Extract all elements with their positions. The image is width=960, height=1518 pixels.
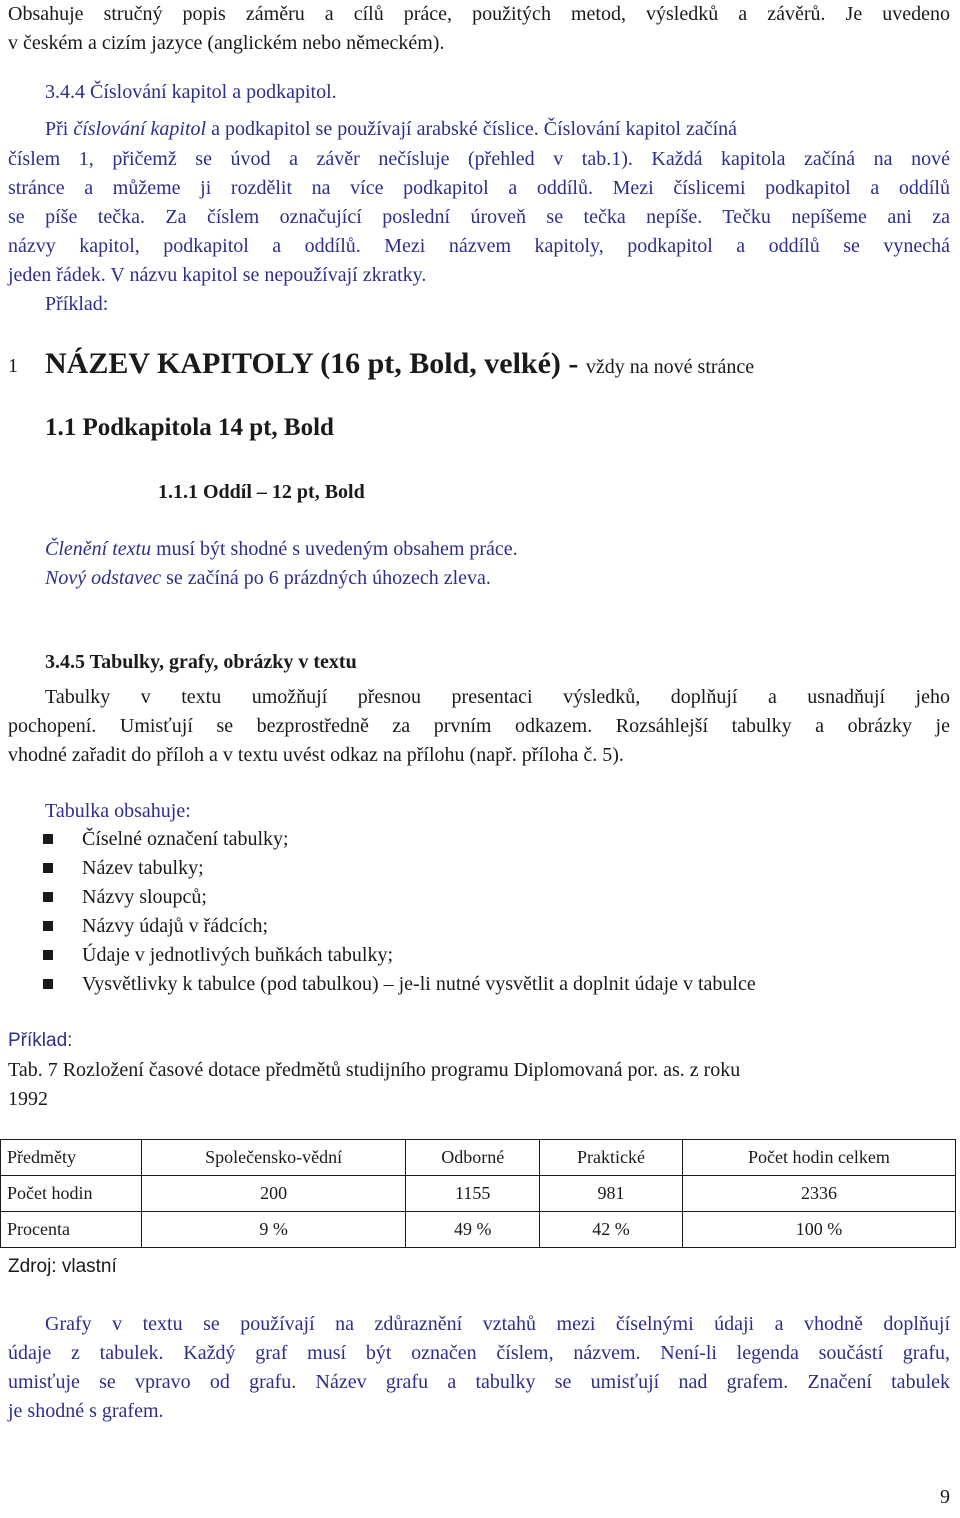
- table-header-cell: Společensko-vědní: [142, 1140, 406, 1176]
- section-344-heading: 3.4.4 Číslování kapitol a podkapitol.: [45, 81, 337, 103]
- list-item: Číselné označení tabulky;: [82, 828, 289, 850]
- table-cell: 1155: [406, 1176, 540, 1212]
- section-344-line-1: Při číslování kapitol a podkapitol se používají arabské číslice. Číslování kapitol začíná: [45, 118, 738, 140]
- table-header-cell: Počet hodin celkem: [682, 1140, 955, 1176]
- example-label-2: Příklad:: [8, 1030, 73, 1051]
- bullet-marker: [43, 863, 53, 873]
- table-row: [1, 1176, 956, 1212]
- table-caption-year: 1992: [8, 1088, 48, 1110]
- table-cell: 42 %: [540, 1212, 683, 1248]
- table-cell: 981: [540, 1176, 683, 1212]
- bullet-marker: [43, 921, 53, 931]
- table-cell: 2336: [682, 1176, 955, 1212]
- bullet-marker: [43, 834, 53, 844]
- section-345-heading: 3.4.5 Tabulky, grafy, obrázky v textu: [45, 651, 357, 673]
- bullet-marker: [43, 892, 53, 902]
- table-header-cell: Předměty: [1, 1140, 142, 1176]
- table-cell: 49 %: [406, 1212, 540, 1248]
- table-cell: 200: [142, 1176, 406, 1212]
- section-344-line-3: stránce a můžeme ji rozdělit na více podkapitol a oddílů. Mezi číslicemi podkapitol a oddílů: [8, 177, 950, 199]
- list-item: Název tabulky;: [82, 857, 204, 879]
- section-345-line-1: Tabulky v textu umožňují přesnou presentaci výsledků, doplňují a usnadňují jeho: [45, 686, 950, 708]
- chapter-number: 1: [8, 355, 18, 377]
- list-item: Názvy sloupců;: [82, 886, 207, 908]
- graphs-line-3: umisťuje se vpravo od grafu. Název grafu a tabulky se umisťují nad grafem. Značení tabulek: [8, 1371, 950, 1393]
- table-header-cell: Odborné: [406, 1140, 540, 1176]
- section-345-line-2: pochopení. Umisťují se bezprostředně za prvním odkazem. Rozsáhlejší tabulky a obrázky je: [8, 715, 950, 737]
- table-row: [1, 1212, 956, 1248]
- table-header-cell: Praktické: [540, 1140, 683, 1176]
- table-cell: Procenta: [1, 1212, 142, 1248]
- table-source: Zdroj: vlastní: [8, 1256, 117, 1277]
- paragraph-note: Nový odstavec se začíná po 6 prázdných úhozech zleva.: [45, 567, 491, 589]
- subchapter-example: 1.1 Podkapitola 14 pt, Bold: [45, 414, 334, 441]
- list-item: Názvy údajů v řádcích;: [82, 915, 269, 937]
- bullet-marker: [43, 950, 53, 960]
- table-cell: 100 %: [682, 1212, 955, 1248]
- bullet-marker: [43, 979, 53, 989]
- list-item: Údaje v jednotlivých buňkách tabulky;: [82, 944, 394, 966]
- section-example: 1.1.1 Oddíl – 12 pt, Bold: [158, 481, 365, 503]
- section-344-line-5: názvy kapitol, podkapitol a oddílů. Mezi názvem kapitoly, podkapitol a oddílů se vynechá: [8, 235, 950, 257]
- graphs-line-2: údaje z tabulek. Každý graf musí být označen číslem, názvem. Není-li legenda součástí grafu,: [8, 1342, 950, 1364]
- section-344-line-6: jeden řádek. V názvu kapitol se nepoužívají zkratky.: [8, 264, 427, 286]
- table-cell: Počet hodin: [1, 1176, 142, 1212]
- data-table: [0, 1139, 956, 1248]
- section-344-line-2: číslem 1, přičemž se úvod a závěr nečísluje (přehled v tab.1). Každá kapitola začíná na nové: [8, 148, 950, 170]
- section-344-line-4: se píše tečka. Za číslem označující poslední úroveň se tečka nepíše. Tečku nepíšeme ani za: [8, 206, 950, 228]
- section-345-line-3: vhodné zařadit do příloh a v textu uvést odkaz na přílohu (např. příloha č. 5).: [8, 744, 624, 766]
- division-note: Členění textu musí být shodné s uvedeným obsahem práce.: [45, 538, 518, 560]
- list-item: Vysvětlivky k tabulce (pod tabulkou) – je-li nutné vysvětlit a doplnit údaje v tabulce: [82, 973, 756, 995]
- chapter-title-example: NÁZEV KAPITOLY (16 pt, Bold, velké) - vždy na nové stránce: [45, 347, 755, 380]
- table-caption: Tab. 7 Rozložení časové dotace předmětů studijního programu Diplomovaná por. as. z roku: [8, 1059, 741, 1081]
- intro-line-2: v českém a cizím jazyce (anglickém nebo německém).: [8, 32, 445, 54]
- example-label: Příklad:: [45, 293, 109, 315]
- table-header-row: [1, 1140, 956, 1176]
- graphs-line-1: Grafy v textu se používají na zdůraznění vztahů mezi číselnými údaji a vhodně doplňují: [45, 1313, 950, 1335]
- intro-line-1: Obsahuje stručný popis záměru a cílů práce, použitých metod, výsledků a závěrů. Je uvedeno: [8, 3, 950, 25]
- table-cell: 9 %: [142, 1212, 406, 1248]
- page-number: 9: [940, 1486, 950, 1508]
- table-contains-label: Tabulka obsahuje:: [45, 800, 191, 822]
- graphs-line-4: je shodné s grafem.: [8, 1400, 164, 1422]
